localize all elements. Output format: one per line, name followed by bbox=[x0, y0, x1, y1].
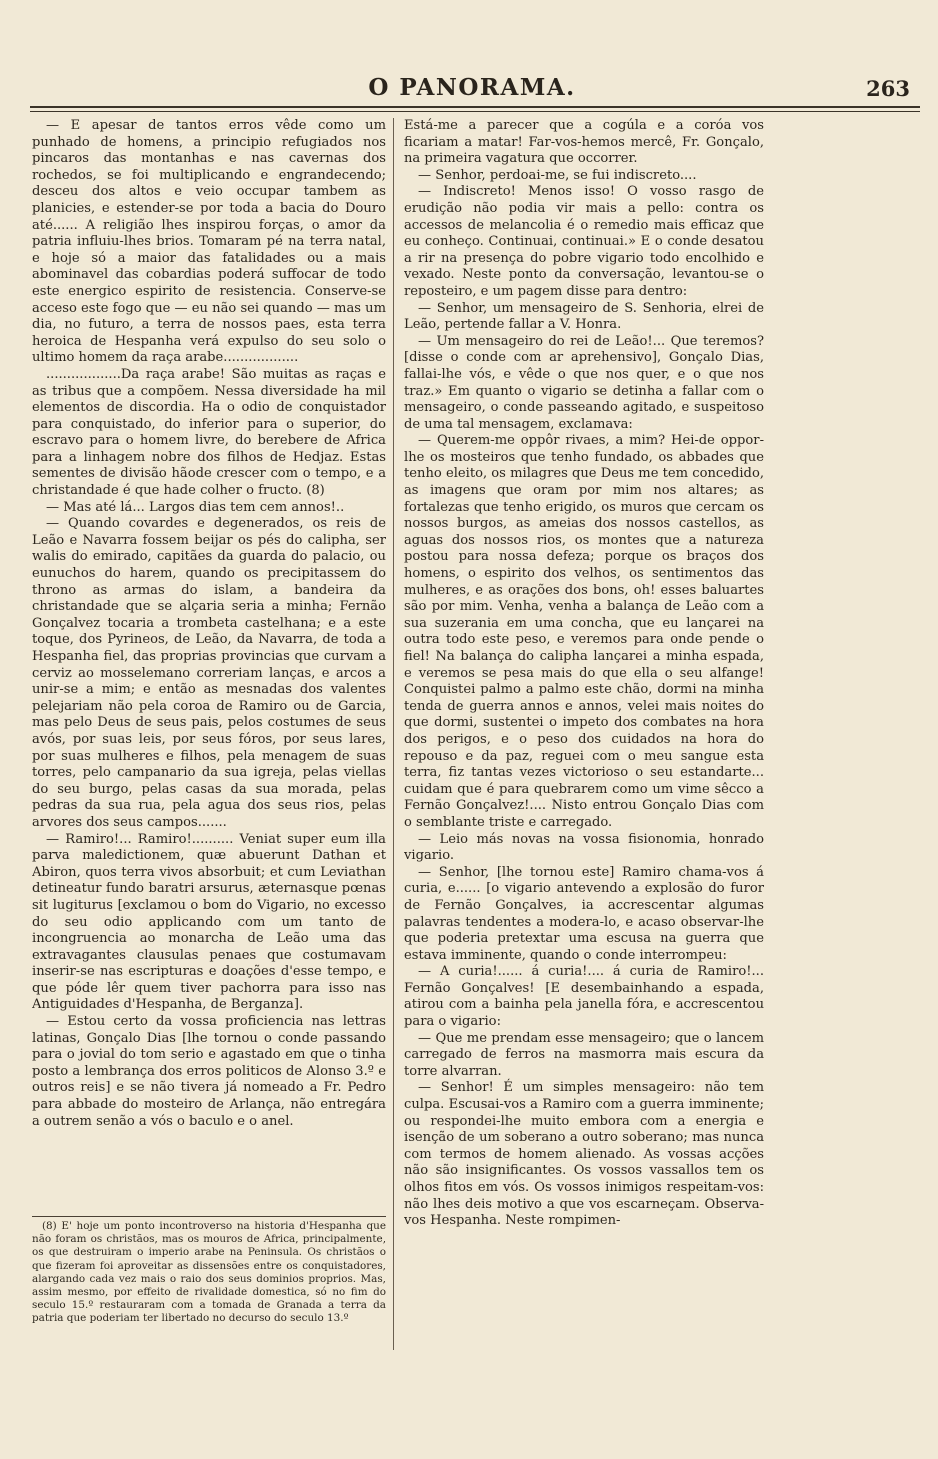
paragraph: — Senhor, um mensageiro de S. Senhoria, elrei de Leão, pertende fallar a V. Honra. bbox=[404, 300, 764, 333]
footnote bbox=[32, 1220, 386, 1326]
paragraph: — Que me prendam esse mensageiro; que o lancem carregado de ferros na masmorra mais escura da torre alvarran. bbox=[404, 1030, 764, 1079]
footnote-rule bbox=[32, 1216, 386, 1217]
paragraph: — Leio más novas na vossa fisionomia, honrado vigario. bbox=[404, 831, 764, 864]
paragraph: — Senhor, perdoai-me, se fui indiscreto.... bbox=[418, 167, 697, 183]
right-column bbox=[404, 118, 764, 1358]
paragraph: — Estou certo da vossa proficiencia nas lettras latinas, Gonçalo Dias [lhe tornou o conde passando para o jovial do tom serio e agastado em que o tinha posto a lembrança dos erros politicos de Alonso 3.º e outros reis] e se não tivera já nomeado a Fr. Pedro para abbade do mosteiro de Arlança, não entregára a outrem senão a vós o baculo e o anel. bbox=[32, 1014, 386, 1129]
paragraph: — A curia!...... á curia!.... á curia de Ramiro!... Fernão Gonçalves! [E desembainhando a espada, atirou com a bainha pela janella fóra, e accrescentou para o vigario: bbox=[404, 964, 764, 1030]
paragraph: — Quando covardes e degenerados, os reis de Leão e Navarra fossem beijar os pés do calipha, ser walis do emirado, capitães da guarda do palacio, ou eunuchos do harem, quando os precipitassem do throno as armas do islam, a bandeira da christandade que se alçaria seria a minha; Fernão Gonçalvez tocaria a trombeta castelhana; e a este toque, dos Pyrineos, de Leão, da Navarra, de toda a Hespanha fiel, das proprias provincias que curvam a cerviz ao mosselemano correriam lanças, e arcos a unir-se a mim; e então as mesnadas dos valentes pelejariam não pela coroa de Ramiro ou de Garcia, mas pelo Deus de seus pais, pelos costumes de seus avós, por suas leis, por seus fóros, por seus lares, por suas mulheres e filhos, pela menagem de suas torres, pelo campanario da sua igreja, pelas viellas do seu burgo, pelas casas da sua morada, pelas pedras da sua rua, pela agua dos seus rios, pelas arvores dos seus campos....... bbox=[32, 516, 386, 830]
masthead bbox=[30, 64, 914, 104]
header-rule bbox=[30, 106, 920, 112]
column-divider bbox=[393, 118, 394, 1350]
paragraph: Está-me a parecer que a cogúla e a coróa vos ficariam a matar! Far-vos-hemos mercê, Fr. Gonçalo, na primeira vagatura que occorrer. bbox=[404, 118, 764, 167]
footnote-text: (8) E' hoje um ponto incontroverso na historia d'Hespanha que não foram os christãos, mas os mouros de Africa, principalmente, os que destruiram o imperio arabe na Peninsula. Os christãos o que fizeram foi aproveitar as dissensões entre os conquistadores, alargando cada vez mais o raio dos seus dominios proprios. Mas, assim mesmo, por effeito de rivalidade domestica, só no fim do seculo 15.º restauraram com a tomada de Granada a terra da patria que poderiam ter libertado no decurso do seculo 13.º bbox=[32, 1220, 386, 1325]
paragraph: — Um mensageiro do rei de Leão!... Que teremos? [disse o conde com ar aprehensivo], Gonçalo Dias, fallai-lhe vós, e vêde o que nos quer, e o que nos traz.» Em quanto o vigario se detinha a fallar com o mensageiro, o conde passeando agitado, e suspeitoso de uma tal mensagem, exclamava: bbox=[404, 333, 764, 432]
paragraph: — Senhor! É um simples mensageiro: não tem culpa. Escusai-vos a Ramiro com a guerra imminente; ou respondei-lhe muito embora com a energia e isenção de um soberano a outro soberano; mas nunca com termos de homem alienado. As vossas acções não são insignificantes. Os vossos vassallos tem os olhos fitos em vós. Os vossos inimigos respeitam-vos: não lhes deis motivo a que vos escarneçam. Observa-vos Hespanha. Neste rompimen- bbox=[404, 1080, 764, 1229]
paragraph: — Ramiro!... Ramiro!.......... Veniat super eum illa parva maledictionem, quæ abuerunt Dathan et Abiron, quos terra vivos absorbuit; et cum Leviathan detineatur fundo baratri arsurus, æternasque pœnas sit lugiturus [exclamou o bom do Vigario, no excesso do seu odio applicando com um tanto de incongruencia ao monarcha de Leão uma das extravagantes clausulas penaes que costumavam inserir-se nas escripturas e doações d'esse tempo, e que póde lêr quem tiver pachorra para isso nas Antiguidades d'Hespanha, de Berganza]. bbox=[32, 831, 386, 1013]
paragraph: — Indiscreto! Menos isso! O vosso rasgo de erudição não podia vir mais a pello: contra os accessos de melancolia é o remedio mais efficaz que eu conheço. Continuai, continuai.» E o conde desatou a rir na presença do pobre vigario todo encolhido e vexado. Neste ponto da conversação, levantou-se o reposteiro, e um pagem disse para dentro: bbox=[404, 184, 764, 299]
publication-title: O PANORAMA. bbox=[368, 74, 576, 101]
left-column bbox=[32, 118, 386, 1208]
paragraph: — Senhor, [lhe tornou este] Ramiro chama-vos á curia, e...... [o vigario antevendo a explosão do furor de Fernão Gonçalves, ia accrescentar algumas palavras tendentes a modera-lo, e acaso observar-lhe que poderia pretextar uma escusa na guerra que estava imminente, quando o conde interrompeu: bbox=[404, 864, 764, 963]
paragraph: — Mas até lá... Largos dias tem cem annos!.. bbox=[46, 499, 345, 515]
paragraph: ..................Da raça arabe! São muitas as raças e as tribus que a compõem. Nessa diversidade ha mil elementos de discordia. Ha o odio de conquistador para conquistado, do inferior para o superior, do escravo para o homem livre, do berebere de Africa para a linhagem nobre dos filhos de Hedjaz. Estas sementes de divisão hãode crescer com o tempo, e a christandade é que hade colher o fructo. (8) bbox=[32, 366, 386, 499]
page-number: 263 bbox=[866, 76, 910, 101]
paragraph: — Querem-me oppôr rivaes, a mim? Hei-de oppor-lhe os mosteiros que tenho fundado, os abbades que tenho eleito, os milagres que Deus me tem concedido, as imagens que oram por mim nos altares; as fortalezas que tenho erigido, os muros que cercam os nossos burgos, as ameias dos nossos castellos, as aguas dos nossos rios, os montes que a natureza postou para nossa defeza; porque os braços dos homens, o espirito dos velhos, os sentimentos das mulheres, e as orações dos bons, oh! esses baluartes são por mim. Venha, venha a balança de Leão com a sua suzerania em uma concha, que eu lançarei na outra todo este peso, e veremos para onde pende o fiel! Na balança do calipha lançarei a minha espada, e veremos se pesa mais do que ella o seu alfange! Conquistei palmo a palmo este chão, dormi na minha tenda de guerra annos e annos, velei mais noites do que dormi, sustentei o impeto dos combates na hora dos perigos, e o peso dos cuidados na hora do repouso e da paz, reguei com o meu sangue esta terra, fiz tantas vezes victorioso o seu estandarte... cuidam que é para quebrarem como um vime sêcco a Fernão Gonçalvez!.... Nisto entrou Gonçalo Dias com o semblante triste e carregado. bbox=[404, 433, 764, 830]
paragraph: — E apesar de tantos erros vêde como um punhado de homens, a principio refugiados nos pincaros das montanhas e nas cavernas dos rochedos, se foi multiplicando e engrandecendo; desceu dos altos e veio occupar tambem as planicies, e estender-se por toda a bacia do Douro até...... A religião lhes inspirou forças, o amor da patria influiu-lhes brios. Tomaram pé na terra natal, e hoje só a maior das fatalidades ou a mais abominavel das cobardias poderá suffocar de todo este energico espirito de resistencia. Conserve-se acceso este fogo que — eu não sei quando — mas um dia, no futuro, a terra de nossos paes, esta terra heroica de Hespanha verá expulso do seu solo o ultimo homem da raça arabe.................. bbox=[32, 118, 386, 366]
